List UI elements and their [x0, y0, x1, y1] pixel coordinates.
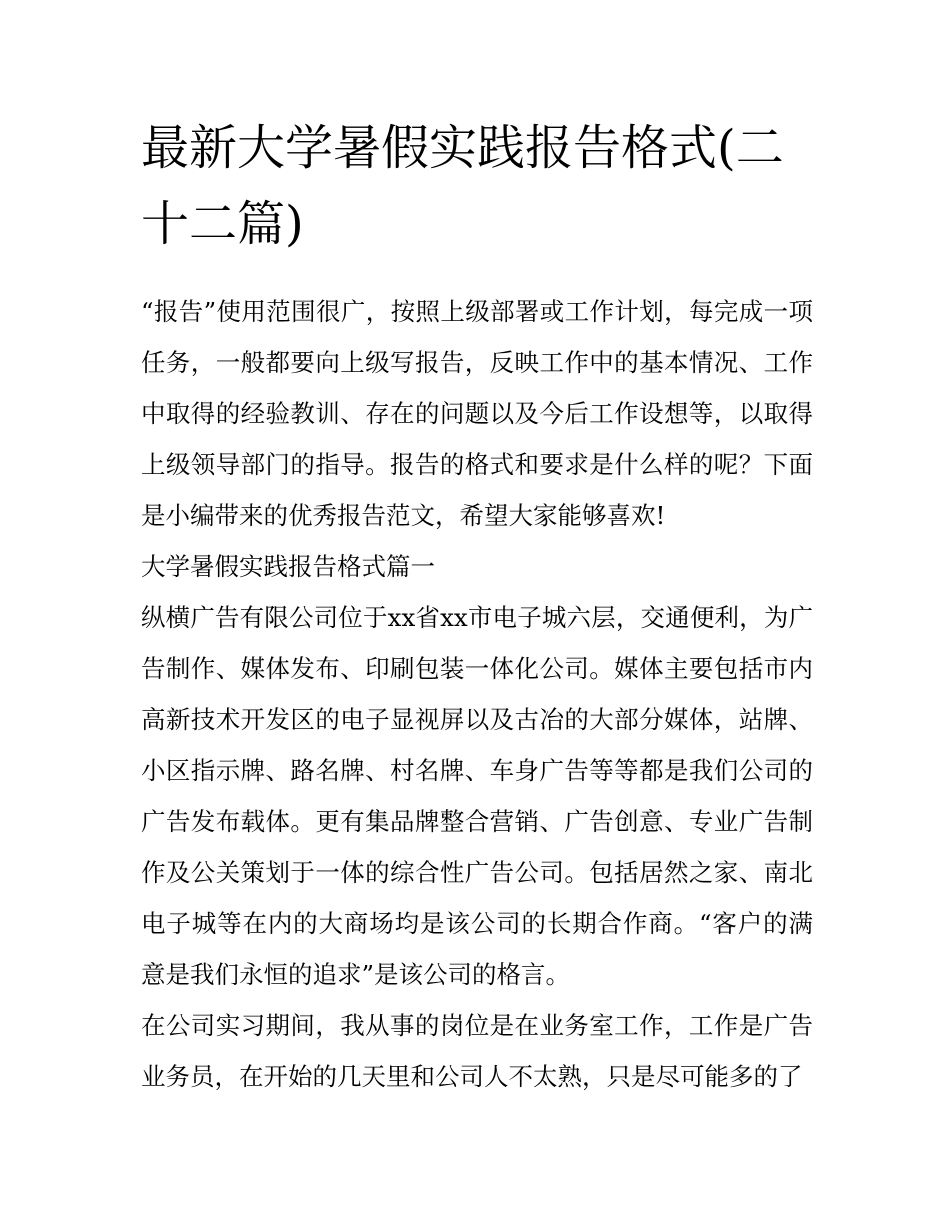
- body-paragraph-2: 在公司实习期间，我从事的岗位是在业务室工作，工作是广告业务员，在开始的几天里和公司人不太熟，只是尽可能多的了: [141, 1011, 813, 1091]
- document-body: [141, 110, 813, 1102]
- body-paragraph-1: 纵横广告有限公司位于xx省xx市电子城六层，交通便利，为广告制作、媒体发布、印刷包装一体化公司。媒体主要包括市内高新技术开发区的电子显视屏以及古冶的大部分媒体，站牌、小区指示牌、路名牌、村名牌、车身广告等等都是我们公司的广告发布载体。更有集品牌整合营销、广告创意、专业广告制作及公关策划于一体的综合性广告公司。包括居然之家、南北电子城等在内的大商场均是该公司的长期合作商。“客户的满意是我们永恒的追求”是该公司的格言。: [141, 603, 813, 989]
- document-title: 最新大学暑假实践报告格式(二十二篇): [141, 120, 784, 252]
- intro-paragraph: “报告”使用范围很广，按照上级部署或工作计划，每完成一项任务，一般都要向上级写报告，反映工作中的基本情况、工作中取得的经验教训、存在的问题以及今后工作设想等，以取得上级领导部门的指导。报告的格式和要求是什么样的呢？下面是小编带来的优秀报告范文，希望大家能够喜欢!: [141, 297, 813, 530]
- section-heading: 大学暑假实践报告格式篇一: [141, 552, 435, 581]
